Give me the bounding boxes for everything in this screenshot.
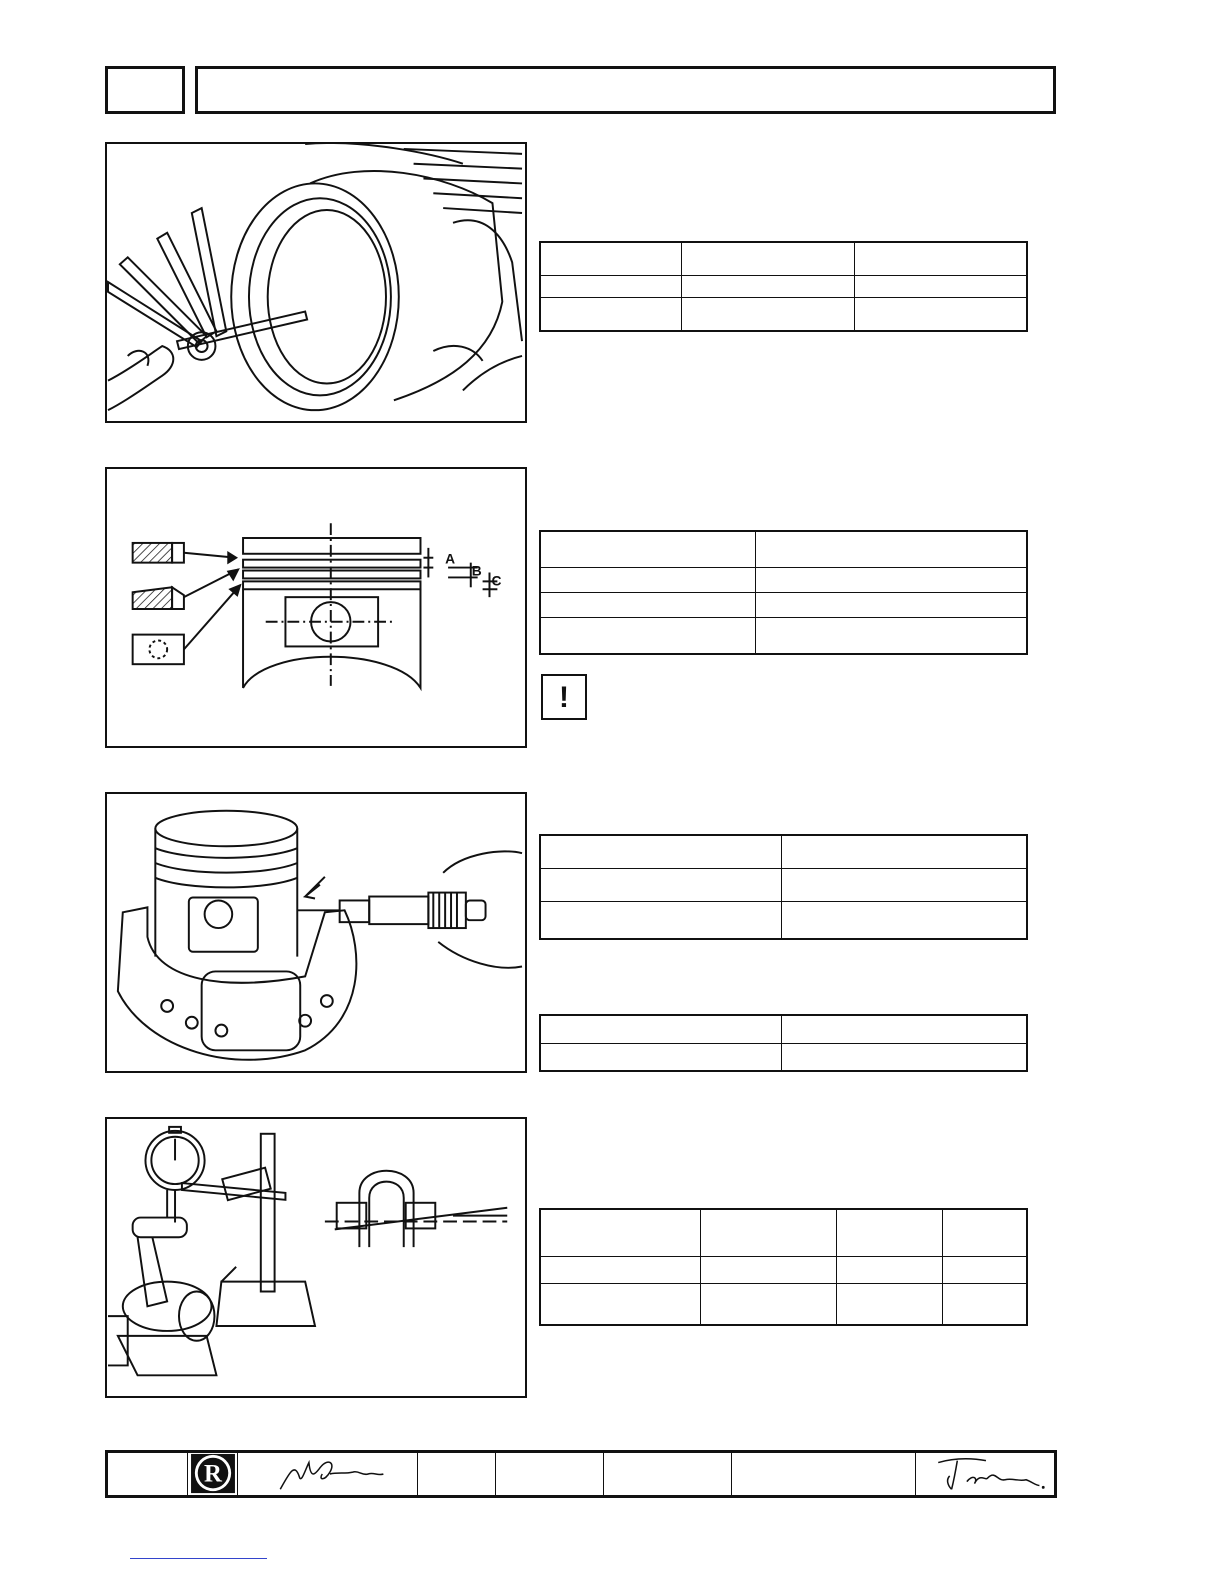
spec-table-2 bbox=[539, 530, 1028, 655]
table-cell bbox=[755, 531, 1027, 568]
section-title-box bbox=[195, 66, 1056, 114]
table-cell bbox=[700, 1284, 836, 1325]
table-cell bbox=[942, 1284, 1027, 1325]
footer-cell bbox=[496, 1453, 604, 1495]
table-cell bbox=[540, 592, 755, 617]
table-cell bbox=[700, 1209, 836, 1256]
spec-table-1 bbox=[539, 241, 1028, 332]
table-cell bbox=[540, 1209, 700, 1256]
table-cell bbox=[854, 298, 1027, 331]
footer-bar bbox=[105, 1450, 1057, 1498]
table-cell bbox=[540, 275, 681, 297]
table-cell bbox=[540, 568, 755, 593]
table-cell bbox=[854, 275, 1027, 297]
table-cell bbox=[781, 868, 1027, 901]
label-b: B bbox=[471, 563, 482, 579]
table-cell bbox=[681, 275, 854, 297]
footer-cell bbox=[108, 1453, 188, 1495]
table-cell bbox=[540, 1256, 700, 1284]
table-cell bbox=[836, 1209, 942, 1256]
table-cell bbox=[681, 298, 854, 331]
table-cell bbox=[540, 1043, 781, 1071]
table-cell bbox=[540, 868, 781, 901]
table-cell bbox=[540, 242, 681, 275]
table-cell bbox=[540, 298, 681, 331]
table-cell bbox=[755, 592, 1027, 617]
table-cell bbox=[781, 901, 1027, 939]
table-cell bbox=[854, 242, 1027, 275]
table-cell bbox=[781, 835, 1027, 868]
table-cell bbox=[755, 568, 1027, 593]
signature-right bbox=[916, 1453, 1054, 1495]
table-cell bbox=[942, 1209, 1027, 1256]
label-a: A bbox=[445, 551, 456, 567]
signature-left bbox=[238, 1453, 418, 1495]
table-cell bbox=[836, 1256, 942, 1284]
table-cell bbox=[540, 1015, 781, 1043]
figure-piston-rings bbox=[105, 467, 527, 748]
spec-table-4 bbox=[539, 1014, 1028, 1072]
table-cell bbox=[836, 1284, 942, 1325]
footer-cell bbox=[604, 1453, 732, 1495]
figure-micrometer bbox=[105, 792, 527, 1073]
table-cell bbox=[540, 1284, 700, 1325]
figure-dial-gauge bbox=[105, 1117, 527, 1398]
footer-link-underline[interactable] bbox=[130, 1558, 267, 1559]
section-code-box bbox=[105, 66, 185, 114]
table-cell bbox=[942, 1256, 1027, 1284]
warning-icon: ! bbox=[541, 674, 587, 720]
table-cell bbox=[540, 617, 755, 654]
footer-cell bbox=[418, 1453, 496, 1495]
table-cell bbox=[540, 531, 755, 568]
table-cell bbox=[540, 835, 781, 868]
table-cell bbox=[681, 242, 854, 275]
label-c: C bbox=[491, 573, 502, 589]
spec-table-5 bbox=[539, 1208, 1028, 1326]
footer-cell bbox=[732, 1453, 916, 1495]
table-cell bbox=[781, 1015, 1027, 1043]
brand-logo bbox=[188, 1453, 238, 1495]
table-cell bbox=[755, 617, 1027, 654]
table-cell bbox=[781, 1043, 1027, 1071]
figure-feeler-gauge bbox=[105, 142, 527, 423]
table-cell bbox=[700, 1256, 836, 1284]
brand-logo-letter: R bbox=[204, 1460, 222, 1488]
spec-table-3 bbox=[539, 834, 1028, 940]
table-cell bbox=[540, 901, 781, 939]
